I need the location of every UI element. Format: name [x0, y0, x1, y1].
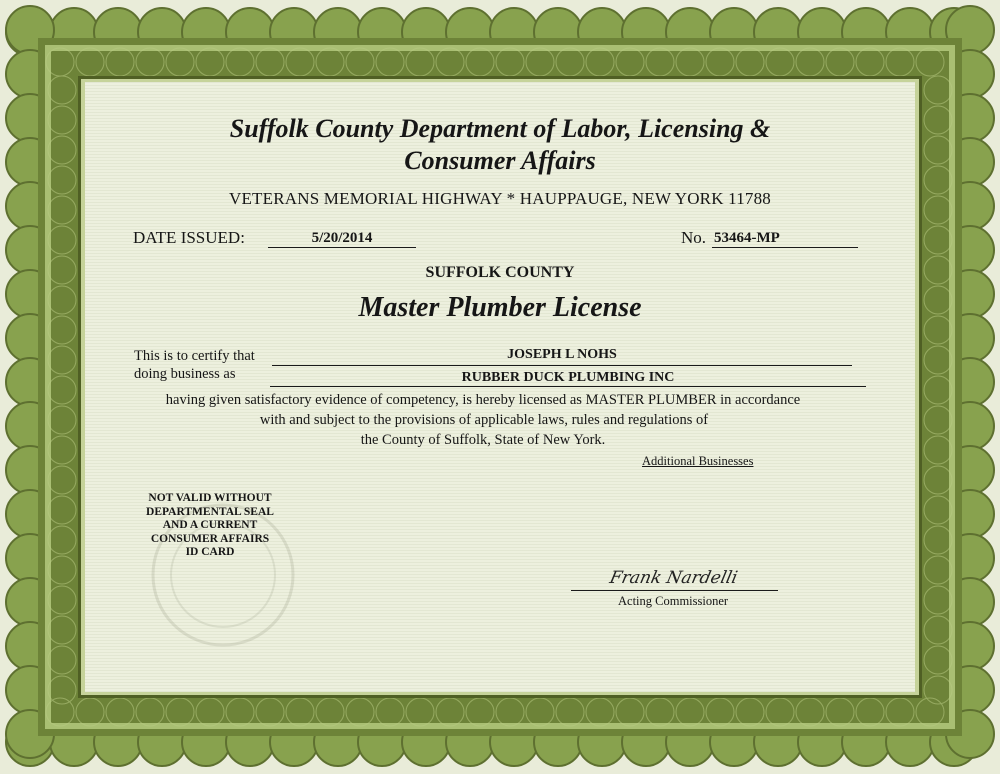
licensee-name: JOSEPH L NOHS [507, 347, 617, 362]
business-label: doing business as [134, 366, 236, 382]
department-address: VETERANS MEMORIAL HIGHWAY * HAUPPAUGE, NEW YORK 11788 [228, 189, 772, 208]
commissioner-signature: Frank Nardelli [607, 568, 740, 588]
department-name-line1: Suffolk County Department of Labor, Licensing & [229, 114, 771, 143]
department-name-line2: Consumer Affairs [404, 146, 596, 175]
date-issued-value: 5/20/2014 [311, 230, 373, 246]
date-issued-label: DATE ISSUED: [133, 228, 245, 247]
business-name-underline [270, 386, 866, 387]
certify-label: This is to certify that [134, 348, 255, 364]
certification-body-line2: with and subject to the provisions of applicable laws, rules and regulations of [259, 412, 709, 428]
business-name: RUBBER DUCK PLUMBING INC [461, 370, 675, 385]
license-number-value: 53464-MP [714, 230, 780, 246]
county-heading: SUFFOLK COUNTY [425, 264, 575, 281]
license-title: Master Plumber License [358, 292, 642, 323]
validity-notice-line4: CONSUMER AFFAIRS [150, 532, 270, 545]
validity-notice-line5: ID CARD [185, 546, 235, 558]
license-number-underline [712, 247, 858, 248]
validity-notice-line2: DEPARTMENTAL SEAL [146, 505, 274, 518]
validity-notice-line3: AND A CURRENT [162, 519, 258, 531]
licensee-name-underline [272, 365, 852, 366]
validity-notice-line1: NOT VALID WITHOUT [148, 492, 272, 504]
additional-businesses-link[interactable]: Additional Businesses [642, 454, 754, 468]
license-number-label: No. [681, 228, 707, 247]
commissioner-title: Acting Commissioner [618, 594, 729, 608]
validity-notice [120, 492, 300, 560]
date-issued-underline [268, 247, 416, 248]
certification-body-line1: having given satisfactory evidence of competency, is hereby licensed as MASTER PLUMBER in accordance [165, 392, 801, 408]
signature-line [571, 590, 778, 591]
certification-body-line3: the County of Suffolk, State of New York. [360, 432, 606, 448]
